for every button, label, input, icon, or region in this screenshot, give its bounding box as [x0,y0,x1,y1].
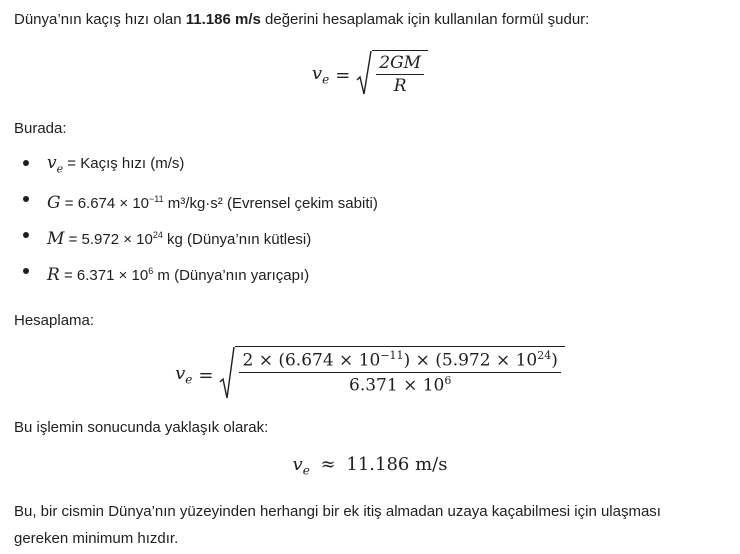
formula-lhs: $v_e$ [311,63,330,87]
formula-sqrt [356,50,428,100]
escape-velocity-formula [0,50,740,100]
formula-denominator: R [393,76,407,96]
intro-paragraph [14,6,589,33]
where-label: Burada: [14,120,67,137]
intro-text-pre: Dünya’nın kaçış hızı olan [14,11,186,28]
calculation-formula [0,346,740,404]
formula-equals: = [335,64,351,86]
bullet-icon [23,232,29,238]
bullet-icon [23,160,29,166]
list-item: $M = 5.972 \times 10^{24}$ kg (Dünya’nın kütlesi) [0,222,740,258]
definition-list [0,150,740,294]
result-label: Bu işlemin sonucunda yaklaşık olarak: [14,419,269,436]
list-item: $v_e$ = Kaçış hızı (m/s) [0,150,740,186]
intro-bold-value: 11.186 m/s [185,11,261,28]
intro-text-post: değerini hesaplamak için kullanılan formül şudur: [260,11,590,28]
result-formula: $v_e \approx 11.186$ m/s [292,454,448,478]
bullet-icon [23,196,29,202]
formula-numerator: 2GM [379,53,422,73]
conclusion-line-1: Bu, bir cismin Dünya’nın yüzeyinden herhangi bir ek itiş almadan uzaya kaçabilmesi için ulaşması [14,503,661,520]
calculation-lhs: $v_e$ [175,363,193,387]
calculation-fraction [239,349,560,395]
radical-sign-icon [219,346,235,404]
result-approx: ≈ [320,454,336,475]
calculation-denominator: $6.371 \times 10^6$ [349,373,452,396]
result-lhs: v [292,454,303,475]
conclusion-paragraph [14,498,661,552]
radical-sign-icon [356,50,372,100]
calculation-equals: = [198,364,214,386]
bullet-icon [23,268,29,274]
list-item: $R = 6.371 \times 10^6$ m (Dünya’nın yarıçapı) [0,258,740,294]
list-item: $G = 6.674 \times 10^{-11}$ m³/kg·s² (Evrensel çekim sabiti) [0,186,740,222]
result-value: 11.186 m/s [346,454,448,475]
calculation-numerator: $2 \times (6.674 \times 10^{-11}) \times (5.972 \times 10^{24})$ [239,349,560,373]
calculation-sqrt [219,346,564,404]
calculation-label: Hesaplama: [14,312,95,329]
conclusion-line-2: gereken minimum hızdır. [14,530,179,547]
formula-fraction [376,53,424,96]
